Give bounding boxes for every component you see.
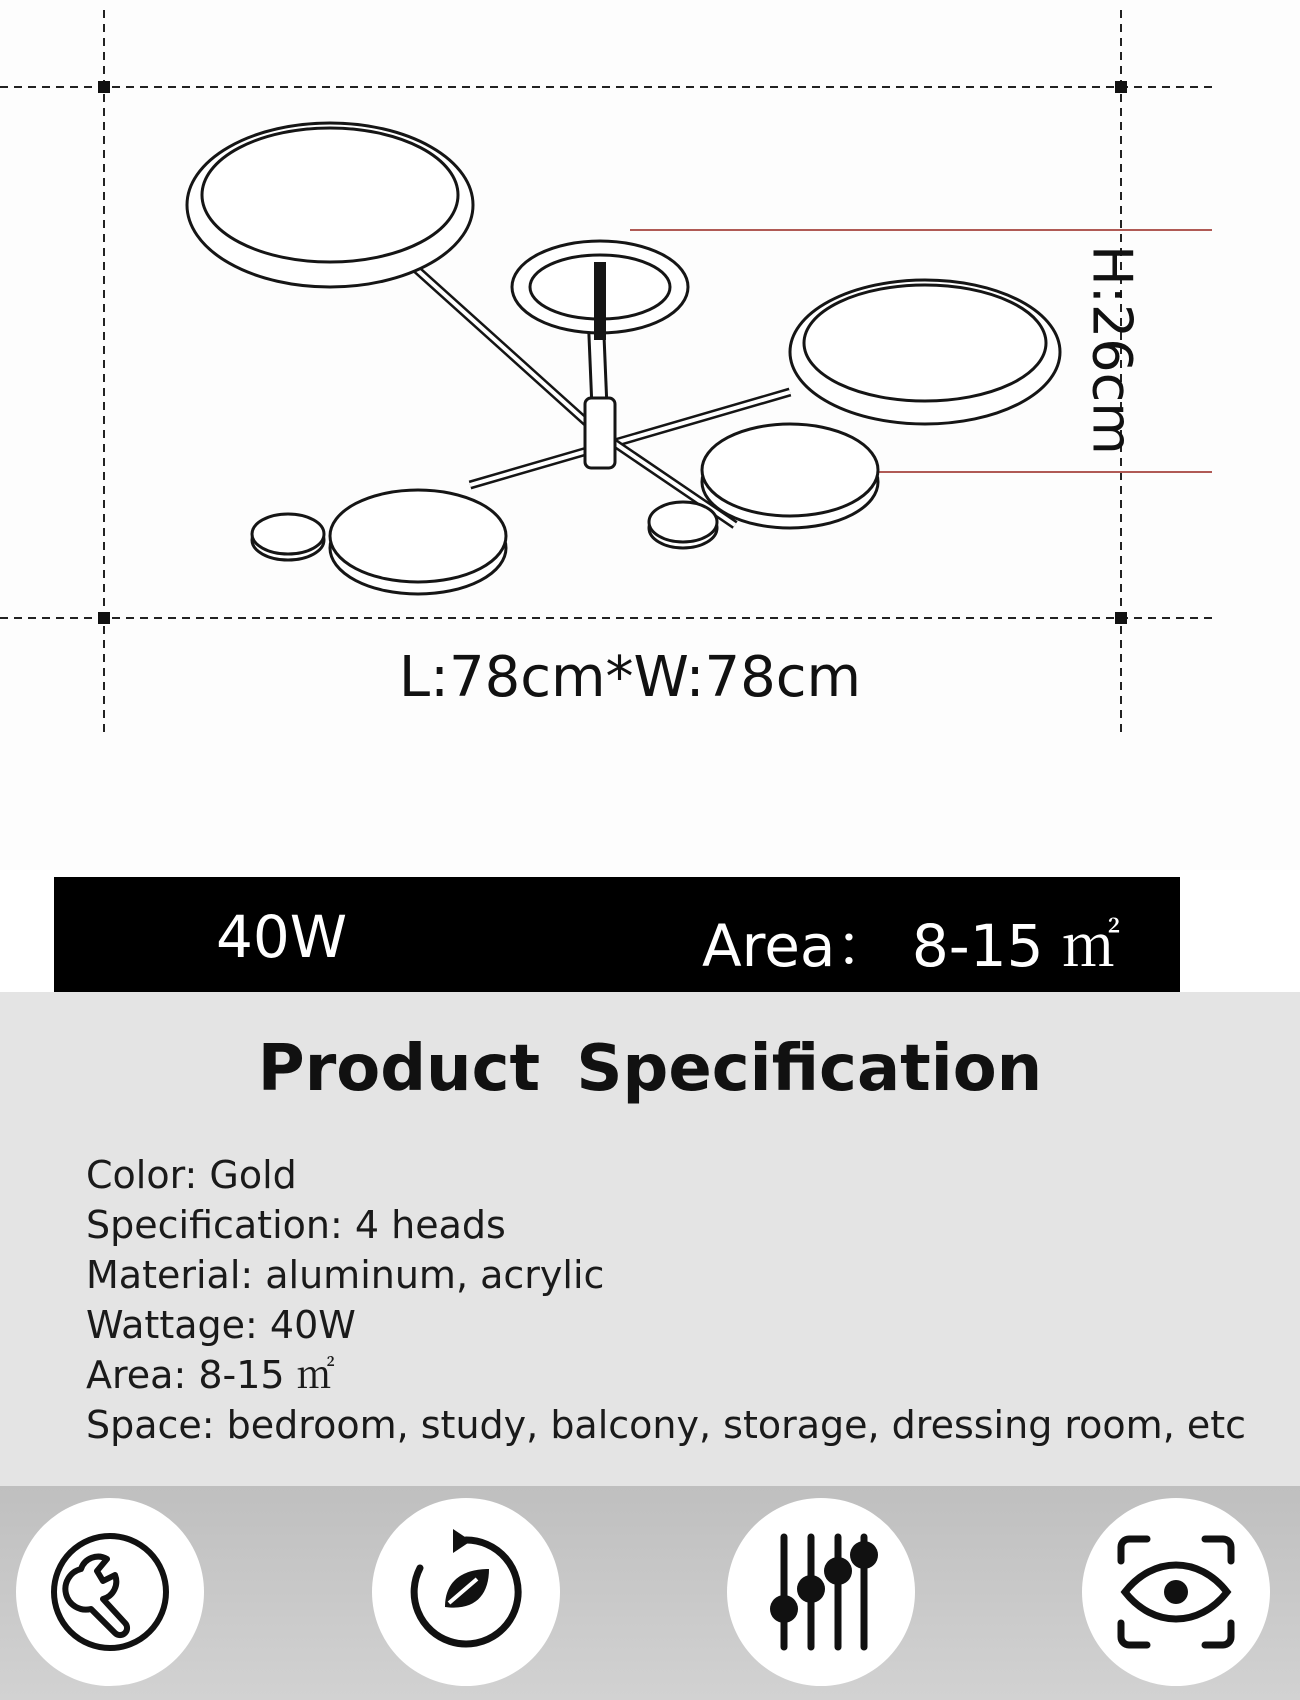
feature-icon-strip — [0, 1486, 1300, 1700]
spec-material: Material: aluminum, acrylic — [86, 1253, 605, 1297]
eye-scan-icon — [1082, 1498, 1270, 1686]
spec-wattage: Wattage: 40W — [86, 1303, 356, 1347]
wrench-icon — [16, 1498, 204, 1686]
eco-refresh-icon — [372, 1498, 560, 1686]
spec-area: Area: 8-15 ㎡ — [86, 1353, 335, 1397]
height-label: H:26cm — [1080, 245, 1144, 455]
spec-title: Product Specification — [257, 1032, 1043, 1106]
product-specification — [0, 992, 1300, 1486]
spec-color: Color: Gold — [86, 1153, 297, 1197]
chandelier-outline — [187, 123, 1060, 594]
banner-wattage: 40W — [216, 903, 348, 971]
spec-space: Space: bedroom, study, balcony, storage, dressing room, etc — [86, 1403, 1247, 1447]
length-width-label: L:78cm*W:78cm — [398, 645, 862, 710]
banner-area: Area： 8-15 ㎡ — [702, 912, 1120, 980]
spec-list — [86, 1150, 1246, 1450]
sliders-icon — [727, 1498, 915, 1686]
spec-heads: Specification: 4 heads — [86, 1203, 506, 1247]
power-area-banner — [54, 877, 1180, 992]
